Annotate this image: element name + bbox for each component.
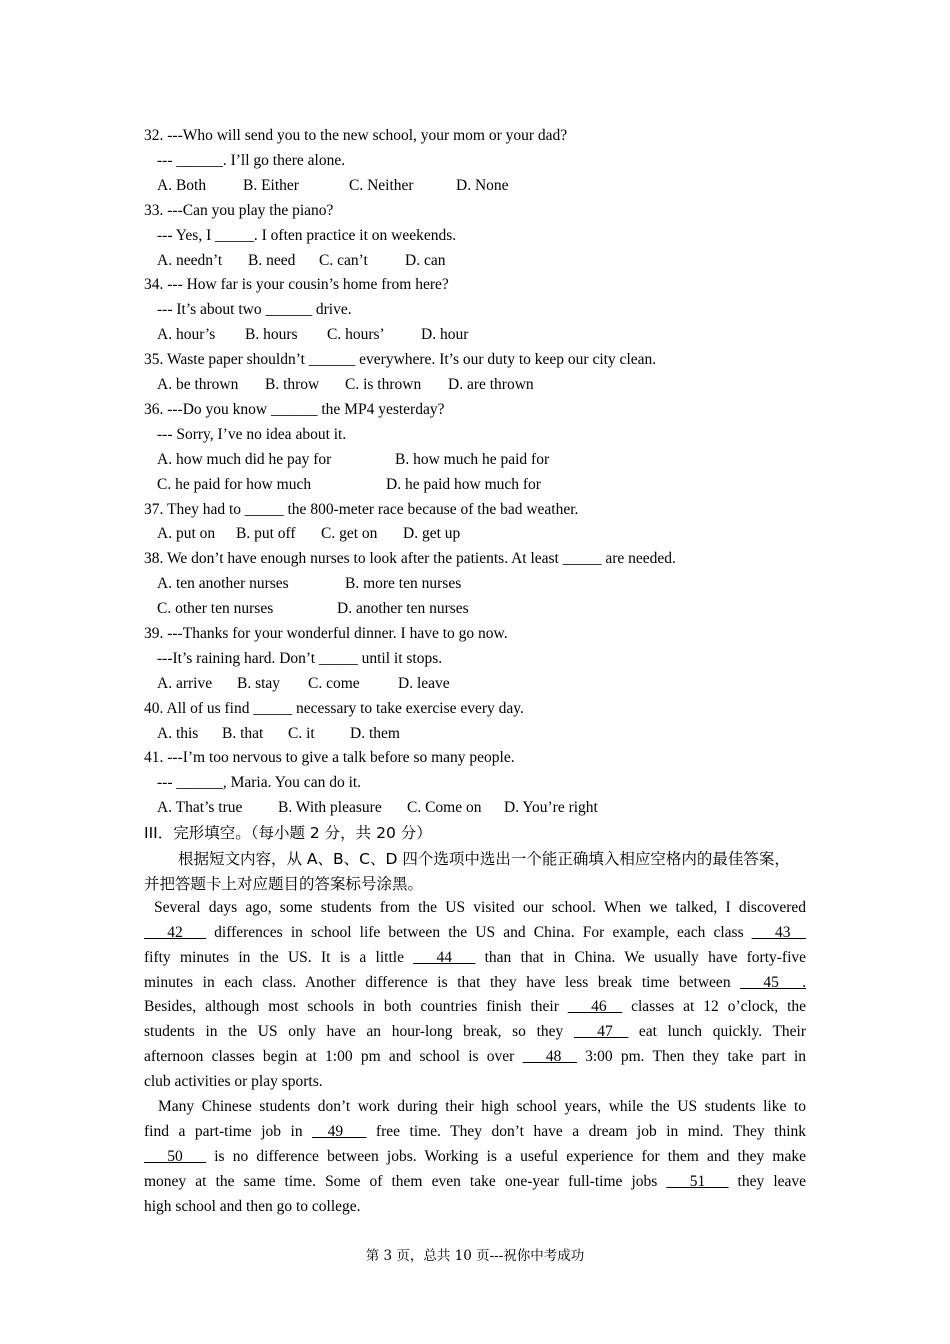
option-d: D. are thrown	[448, 376, 534, 393]
option-d: D. he paid how much for	[386, 476, 541, 493]
blank-47: ___47__	[573, 1023, 629, 1040]
option-b: B. that	[222, 725, 264, 742]
passage-line: ___50___ is no difference between jobs. Working is a useful experience for them and they make	[144, 1148, 806, 1165]
option-b: B. stay	[237, 675, 281, 692]
option-a: A. this	[157, 725, 199, 742]
option-d: D. leave	[398, 675, 450, 692]
option-a: A. how much did he pay for	[157, 451, 332, 468]
option-b: B. With pleasure	[278, 799, 382, 816]
option-b: B. put off	[236, 525, 296, 542]
passage-line: Many Chinese students don’t work during their high school years, while the US students like to	[158, 1098, 806, 1115]
option-d: D. them	[350, 725, 400, 742]
question-36: 36. ---Do you know ______ the MP4 yesterday?	[144, 401, 445, 418]
question-34: 34. --- How far is your cousin’s home from here?	[144, 276, 449, 293]
question-37: 37. They had to _____ the 800-meter race because of the bad weather.	[144, 501, 579, 518]
option-b: B. more ten nurses	[345, 575, 462, 592]
question-32-dialogue: --- ______. I’ll go there alone.	[157, 152, 346, 169]
option-b: B. Either	[243, 177, 299, 194]
option-d: D. You’re right	[504, 799, 598, 816]
option-a: A. be thrown	[157, 376, 239, 393]
option-b: B. hours	[245, 326, 298, 343]
blank-46: ___46__	[567, 998, 623, 1015]
option-c: C. can’t	[319, 252, 368, 269]
blank-50: ___50___	[144, 1148, 206, 1165]
blank-44: ___44___	[413, 949, 476, 966]
option-a: A. That’s true	[157, 799, 243, 816]
option-a: A. ten another nurses	[157, 575, 289, 592]
option-d: D. can	[405, 252, 446, 269]
blank-43: ___43__	[751, 924, 806, 941]
question-41-dialogue: --- ______, Maria. You can do it.	[157, 774, 362, 791]
question-33: 33. ---Can you play the piano?	[144, 202, 334, 219]
option-d: D. another ten nurses	[337, 600, 469, 617]
passage-line: find a part-time job in __49___ free time. They don’t have a dream job in mind. They think	[144, 1123, 806, 1140]
option-c: C. Neither	[349, 177, 414, 194]
passage-line: high school and then go to college.	[144, 1198, 361, 1215]
option-a: A. arrive	[157, 675, 213, 692]
option-a: A. hour’s	[157, 326, 216, 343]
option-d: D. get up	[403, 525, 461, 542]
blank-42: ___42___	[144, 924, 206, 941]
question-40: 40. All of us find _____ necessary to take exercise every day.	[144, 700, 524, 717]
question-39-dialogue: ---It’s raining hard. Don’t _____ until it stops.	[157, 650, 443, 667]
passage-line: club activities or play sports.	[144, 1073, 323, 1090]
option-c: C. get on	[321, 525, 378, 542]
passage-line: afternoon classes begin at 1:00 pm and school is over ___48__ 3:00 pm. Then they take part in	[144, 1048, 806, 1065]
option-c: C. he paid for how much	[157, 476, 312, 493]
question-38: 38. We don’t have enough nurses to look after the patients. At least _____ are needed.	[144, 550, 676, 567]
option-c: C. hours’	[327, 326, 385, 343]
option-a: A. put on	[157, 525, 216, 542]
passage-line: ___42___ differences in school life between the US and China. For example, each class ___43__	[144, 924, 806, 941]
question-36-dialogue: --- Sorry, I’ve no idea about it.	[157, 426, 347, 443]
blank-48: ___48__	[522, 1048, 577, 1065]
option-d: D. None	[456, 177, 509, 194]
option-c: C. other ten nurses	[157, 600, 274, 617]
question-39: 39. ---Thanks for your wonderful dinner. I have to go now.	[144, 625, 508, 642]
option-c: C. come	[308, 675, 360, 692]
section-heading: III．完形填空。（每小题 2 分，共 20 分）	[144, 824, 432, 842]
option-d: D. hour	[421, 326, 469, 343]
question-41: 41. ---I’m too nervous to give a talk before so many people.	[144, 749, 515, 766]
section-instructions-line2: 并把答题卡上对应题目的答案标号涂黑。	[144, 875, 424, 893]
option-a: A. needn’t	[157, 252, 223, 269]
option-a: A. Both	[157, 177, 207, 194]
passage-line: Several days ago, some students from the US visited our school. When we talked, I discovered	[154, 899, 806, 916]
passage-line: money at the same time. Some of them even take one-year full-time jobs ___51___ they leave	[144, 1173, 806, 1190]
passage-line: students in the US only have an hour-long break, so they ___47__ eat lunch quickly. Their	[144, 1023, 806, 1040]
question-32: 32. ---Who will send you to the new school, your mom or your dad?	[144, 127, 568, 144]
blank-49: __49___	[312, 1123, 367, 1140]
section-instructions-line1: 根据短文内容，从 A、B、C、D 四个选项中选出一个能正确填入相应空格内的最佳答案，	[178, 850, 790, 868]
option-b: B. need	[248, 252, 296, 269]
blank-45: ___45___.	[740, 974, 806, 991]
passage-line: Besides, although most schools in both countries finish their ___46__ classes at 12 o’clock, the	[144, 998, 806, 1015]
blank-51: ___51___	[666, 1173, 729, 1190]
option-c: C. Come on	[407, 799, 482, 816]
question-34-dialogue: --- It’s about two ______ drive.	[157, 301, 352, 318]
page-footer: 第 3 页，总共 10 页---祝你中考成功	[365, 1248, 585, 1264]
option-b: B. throw	[265, 376, 320, 393]
option-c: C. is thrown	[345, 376, 422, 393]
option-c: C. it	[288, 725, 315, 742]
passage-line: minutes in each class. Another difference is that they have less break time between ___45___.	[144, 974, 806, 991]
passage-line: fifty minutes in the US. It is a little ___44___ than that in China. We usually have forty-five	[144, 949, 806, 966]
question-35: 35. Waste paper shouldn’t ______ everywhere. It’s our duty to keep our city clean.	[144, 351, 657, 368]
option-b: B. how much he paid for	[395, 451, 550, 468]
question-33-dialogue: --- Yes, I _____. I often practice it on weekends.	[157, 227, 457, 244]
